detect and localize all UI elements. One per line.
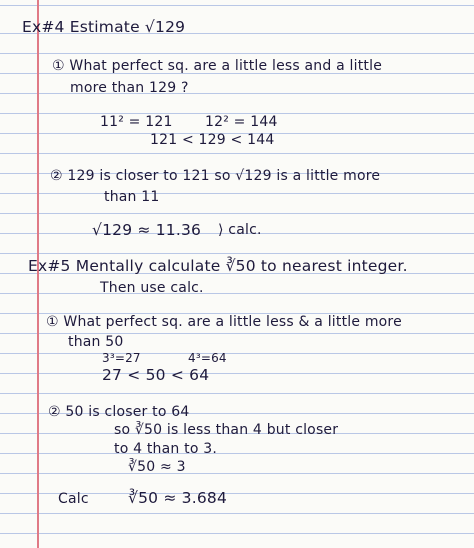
example5-question2-line2: so ∛50 is less than 4 but closer [114, 422, 339, 438]
example5-cube-64: 4³=64 [188, 351, 227, 365]
example4-question2-line1: ② 129 is closer to 121 so √129 is a little more [50, 168, 381, 184]
example5-inequality: 27 < 50 < 64 [102, 366, 210, 384]
example5-cube-27: 3³=27 [102, 351, 141, 365]
example4-approximation: √129 ≈ 11.36 [92, 221, 202, 239]
example5-title: Ex#5 Mentally calculate ∛50 to nearest integer. [28, 257, 408, 275]
example4-square-121: 11² = 121 [100, 114, 173, 130]
example4-inequality: 121 < 129 < 144 [150, 132, 275, 148]
example4-calc-note: ⟩ calc. [218, 222, 262, 238]
example5-calc-label: Calc [58, 491, 89, 507]
example5-subtitle: Then use calc. [100, 280, 204, 296]
example5-question1-line2: than 50 [68, 334, 124, 350]
example4-square-144: 12² = 144 [205, 114, 278, 130]
example4-question1-line1: ① What perfect sq. are a little less and a little [52, 58, 383, 74]
example5-calc-value: ∛50 ≈ 3.684 [128, 489, 228, 507]
example5-question2-line3: to 4 than to 3. [114, 441, 217, 457]
example4-question1-line2: more than 129 ? [70, 80, 189, 96]
example4-title: Ex#4 Estimate √129 [22, 18, 186, 36]
example5-approximation: ∛50 ≈ 3 [128, 459, 186, 475]
example5-question1-line1: ① What perfect sq. are a little less & a little more [46, 314, 402, 330]
example4-question2-line2: than 11 [104, 189, 160, 205]
example5-question2-line1: ② 50 is closer to 64 [48, 404, 190, 420]
